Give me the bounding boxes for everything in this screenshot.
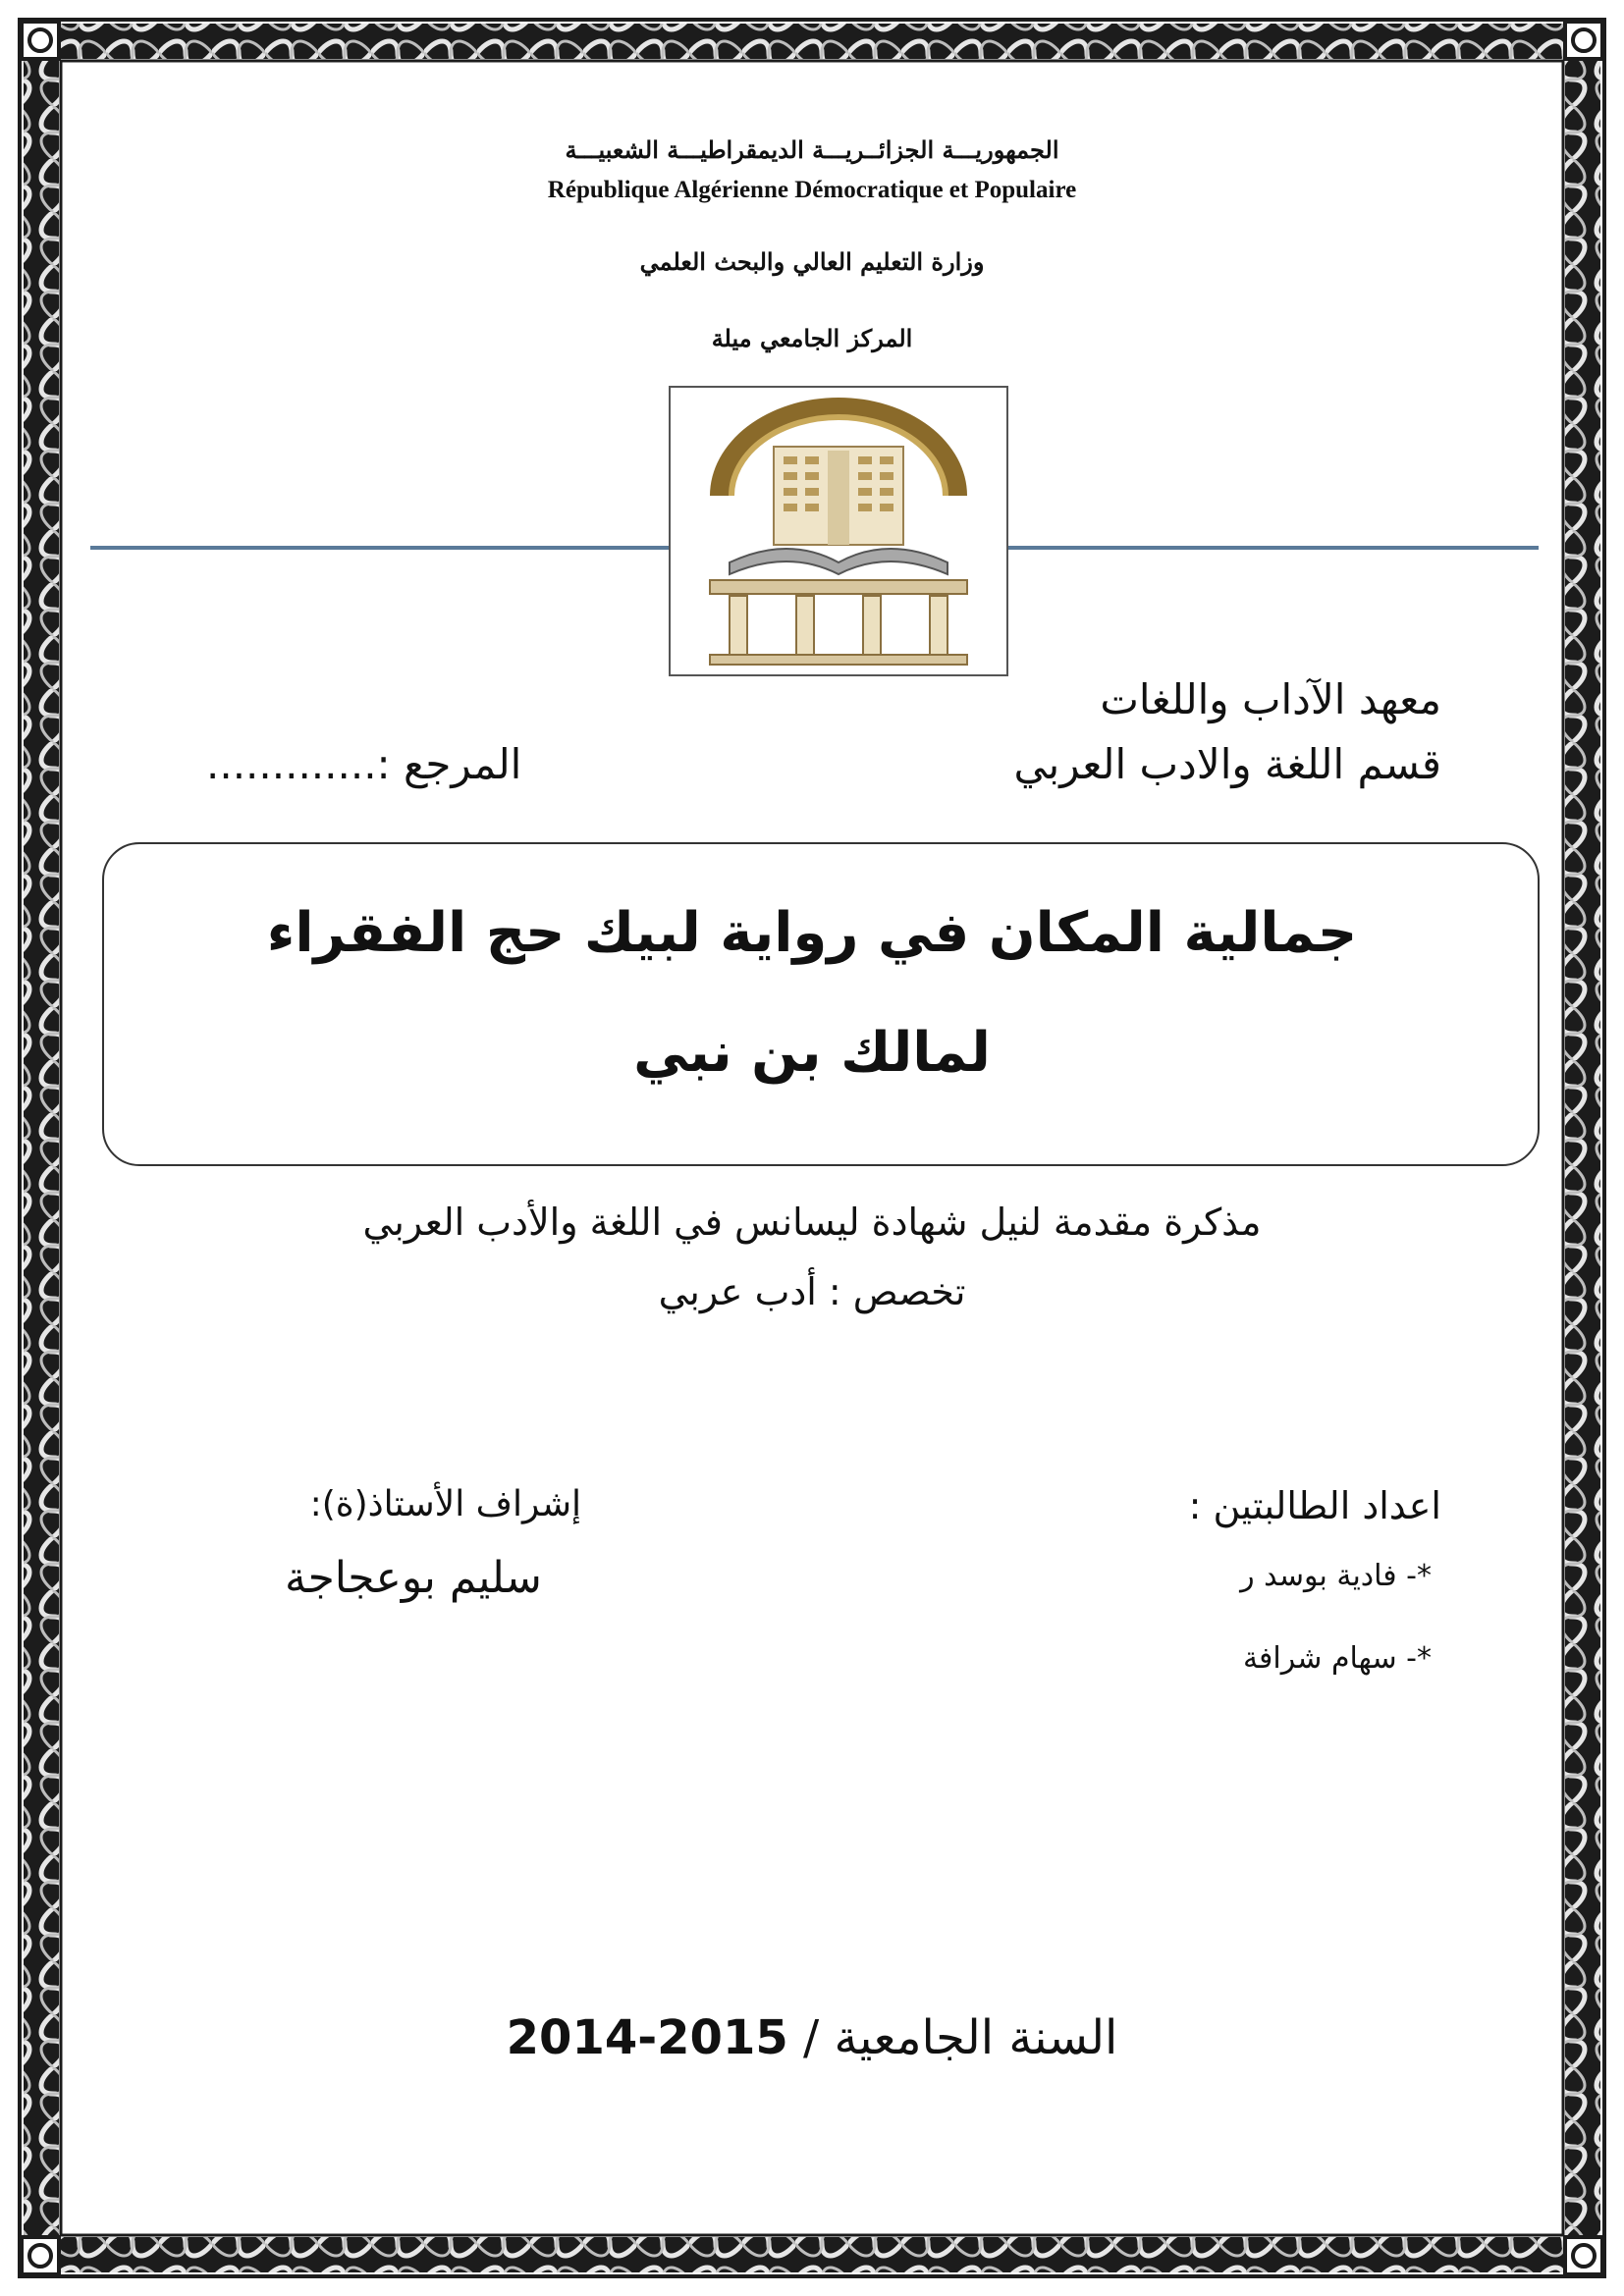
title-frame bbox=[102, 842, 1540, 1166]
student-name: *- سهام شرافة bbox=[1242, 1641, 1432, 1676]
building-logo-icon bbox=[671, 388, 1006, 674]
memo-description: مذكرة مقدمة لنيل شهادة ليسانس في اللغة والأدب العربي bbox=[362, 1201, 1262, 1244]
thesis-title-line2: لمالك بن نبي bbox=[633, 1021, 991, 1085]
republic-name-arabic: الجمهوريـــة الجزائــريـــة الديمقراطيـــة الشعبيـــة bbox=[565, 135, 1059, 164]
thesis-title-line1: جمالية المكان في رواية لبيك حج الفقراء bbox=[266, 901, 1358, 965]
supervisor-name: سليم بوعجاجة bbox=[285, 1553, 542, 1603]
academic-year bbox=[0, 2010, 1624, 2065]
republic-name-french: République Algérienne Démocratique et Populaire bbox=[547, 177, 1077, 203]
header-rule-left bbox=[90, 546, 670, 550]
supervisor-label: إشراف الأستاذ(ة): bbox=[309, 1484, 581, 1524]
reference-number: المرجع :............. bbox=[206, 740, 522, 788]
ministry-name: وزارة التعليم العالي والبحث العلمي bbox=[639, 247, 985, 276]
university-center-name: المركز الجامعي ميلة bbox=[711, 324, 913, 352]
header-rule-right bbox=[1003, 546, 1539, 550]
academic-year-value: 2014-2015 bbox=[506, 2010, 788, 2065]
institute-name: معهد الآداب واللغات bbox=[1100, 675, 1441, 723]
students-label: اعداد الطالبتين : bbox=[1188, 1484, 1441, 1527]
university-logo bbox=[669, 386, 1008, 676]
specialty: تخصص : أدب عربي bbox=[658, 1270, 966, 1313]
department-name: قسم اللغة والادب العربي bbox=[1013, 740, 1441, 788]
academic-year-label: السنة الجامعية / bbox=[803, 2010, 1118, 2065]
student-name: *- فادية بوسد ر bbox=[1240, 1559, 1432, 1593]
